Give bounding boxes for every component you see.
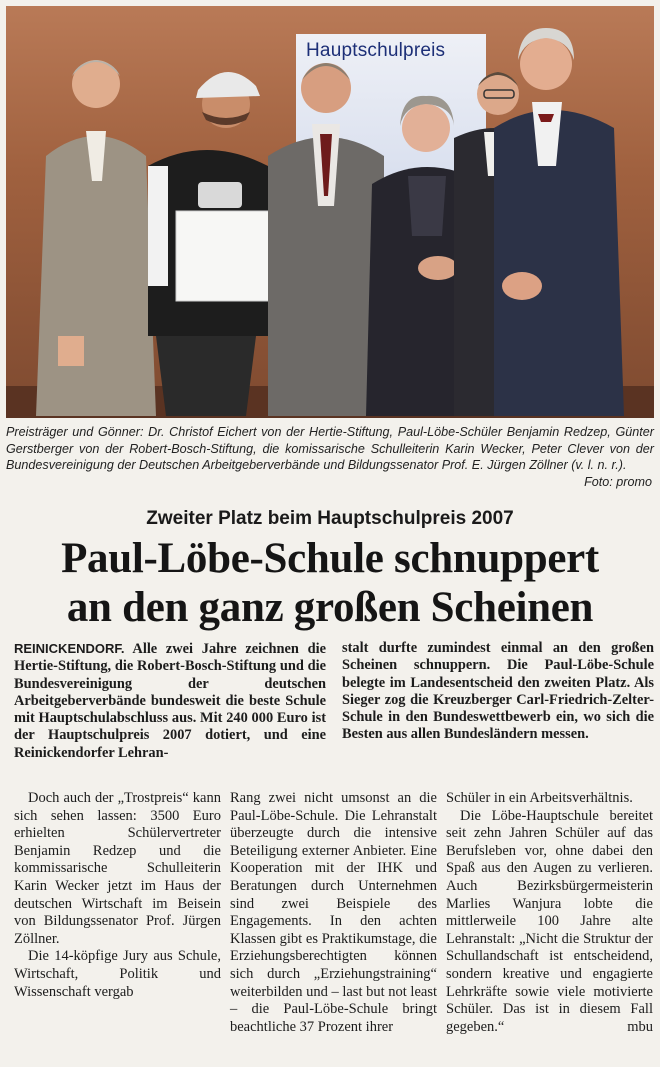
body-paragraph: Doch auch der „Trostpreis“ kann sich sehen lassen: 3500 Euro erhielten Schülervertreter Benjamin Redzep und die kommissarische Schulleiterin Karin Wecker jetzt im Haus der deutschen Wirtschaft im Beisein von Bildungssenator Prof. Jürgen Zöllner.: [14, 790, 221, 947]
body-paragraph: Rang zwei nicht umsonst an die Paul-Löbe-Schule. Die Lehranstalt überzeugte durch die intensive Beteiligung externer Anbieter. Eine Kooperation mit der IHK und Beratungen durch Unternehmen sind zwei Beispiele des Engagements. In den achten Klassen gibt es Praktikumstage, die Erziehungsberechtigten können sich durch „Erziehungstraining“ weiterbilden und – last but not least – die Paul-Löbe-Schule bringt beachtliche 37 Prozent ihrer: [230, 790, 437, 1035]
lead-column-1: [14, 640, 326, 762]
body-paragraph: Die 14-köpfige Jury aus Schule, Wirtschaft, Politik und Wissenschaft vergab: [14, 948, 221, 1000]
photo-caption: Preisträger und Gönner: Dr. Christof Eichert von der Hertie-Stiftung, Paul-Löbe-Schüler Benjamin Redzep, Günter Gerstberger von der Robert-Bosch-Stiftung, die komissarische Schulleiterin Karin Wecker, Peter Clever von der Bundesvereinigung der Deutschen Arbeitgeberverbände und Bildungssenator Prof. E. Jürgen Zöllner (v. l. n. r.).: [6, 425, 654, 472]
body-column-1: [14, 790, 221, 1001]
body-paragraph: Schüler in ein Arbeitsverhältnis.: [446, 790, 633, 806]
dateline: REINICKENDORF.: [14, 641, 125, 656]
headline-line-2: an den ganz großen Scheinen: [66, 584, 594, 631]
lead-column-2: [342, 640, 654, 744]
body-column-2: [230, 790, 437, 1036]
banner-title: Hauptschulpreis: [306, 40, 446, 61]
body-text: Die Löbe-Hauptschule bereitet seit zehn Jahren Schüler auf das Berufsleben vor, ohne dabei den Spaß aus den Augen zu verlieren. Auch Bezirksbürgermeisterin Marlies Wanjura lobte die mittlerweile 100 Jahre alte Lehranstalt: „Nicht die Struktur der Schullandschaft ist entscheidend, sondern kreative und engagierte Lehrkräfte sowie viele motivierte Schüler. Das ist in diesem Fall gegeben.“: [446, 807, 653, 1035]
person-3: [268, 63, 384, 416]
article-headline: [0, 534, 660, 632]
lead-text-1: Alle zwei Jahre zeichnen die Hertie-Stiftung, die Robert-Bosch-Stiftung und die Bundesvereinigung der deutschen Arbeitgeberverbände bundesweit die beste Schule mit Hauptschulabschluss aus. Mit 240 000 Euro ist der Hauptschulpreis 2007 dotiert, und eine Reinickendorfer Lehran-: [14, 641, 326, 761]
person-1: [36, 60, 156, 416]
photo-credit: Foto: promo: [584, 475, 652, 489]
article-kicker: Zweiter Platz beim Hauptschulpreis 2007: [146, 508, 514, 529]
headline-line-1: Paul-Löbe-Schule schnuppert: [61, 535, 599, 582]
article-photo: [6, 6, 654, 418]
people-illustration: [6, 6, 654, 418]
lead-text-2: stalt durfte zumindest einmal an den großen Scheinen schnuppern. Die Paul-Löbe-Schule belegte im Landesentscheid den zweiten Platz. Als Sieger zog die Kreuzberger Carl-Friedrich-Zelter-Schule in den Bundeswettbewerb ein, wo sich die Besten aus allen Bundesländern messen.: [342, 640, 654, 743]
body-column-3: [446, 790, 653, 1036]
body-paragraph: [446, 808, 653, 1037]
author-sign: mbu: [627, 1018, 653, 1035]
